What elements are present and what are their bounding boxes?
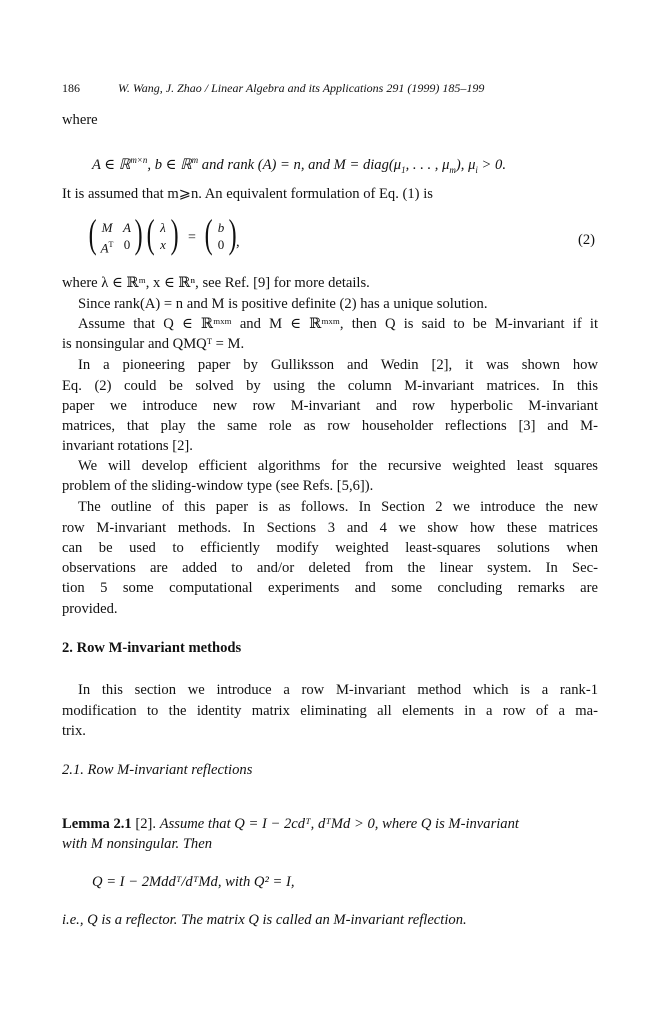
running-head: W. Wang, J. Zhao / Linear Algebra and its Applications 291 (1999) 185–199 xyxy=(118,81,485,95)
right-paren: ) xyxy=(170,211,179,256)
lemma-equation: Q = I − 2Mddᵀ/dᵀMd, with Q² = I, xyxy=(92,874,295,890)
matrix-cell: A xyxy=(123,220,131,235)
vector-cell: x xyxy=(160,237,166,252)
text-line: tion 5 some computational experiments and some concluding remarks are xyxy=(62,580,598,596)
text-line: provided. xyxy=(62,601,118,617)
text-line: can be used to efficiently modify weighted least-squares solutions when xyxy=(62,540,598,556)
matrix-cell: $A^T$ xyxy=(100,240,114,256)
comma: , xyxy=(236,234,240,250)
lemma-line-2: with M nonsingular. Then xyxy=(62,836,213,852)
text-line: We will develop efficient algorithms for the recursive weighted least squares xyxy=(78,458,598,474)
section-heading: 2. Row M-invariant methods xyxy=(62,640,242,656)
text-line: modification to the identity matrix eliminating all elements in a row of a ma- xyxy=(62,703,598,719)
vector-block xyxy=(146,211,180,258)
text-line: matrices, that play the same role as row householder reflections [3] and M- xyxy=(62,418,598,434)
lemma-line-1 xyxy=(62,814,519,834)
page-number: 186 xyxy=(62,81,80,95)
equals-sign: = xyxy=(188,230,196,245)
text-line: The outline of this paper is as follows. In Section 2 we introduce the new xyxy=(78,499,598,515)
lemma-ref: [2]. xyxy=(131,816,160,832)
text-line: where λ ∈ ℝᵐ, x ∈ ℝⁿ, see Ref. [9] for more details. xyxy=(62,275,370,291)
text-line: invariant rotations [2]. xyxy=(62,438,193,454)
text-line: problem of the sliding-window type (see Refs. [5,6]). xyxy=(62,478,374,494)
text-line: row M-invariant methods. In Sections 3 and 4 we show how these matrices xyxy=(62,520,598,536)
lemma-text: Assume that Q = I − 2cdᵀ, dᵀMd > 0, where Q is M-invariant xyxy=(159,816,519,832)
rhs-cell: 0 xyxy=(217,237,225,252)
subsection-heading: 2.1. Row M-invariant reflections xyxy=(62,762,253,778)
matrix-cell: M xyxy=(101,220,113,235)
matrix-cell: 0 xyxy=(123,237,131,252)
left-paren: ( xyxy=(146,211,155,256)
rhs-block xyxy=(204,211,238,258)
paragraph-where: where xyxy=(62,112,98,128)
right-paren: ) xyxy=(228,211,237,256)
equation-1: A ∈ ℝ$^{m\times n}$, b ∈ ℝ$^m$ and rank (A) = n, and $M = diag(\mu_1$, . . . , $\mu_m$), $\mu_i > 0$. xyxy=(92,155,506,175)
vector-cell: λ xyxy=(160,220,166,235)
lemma-label: Lemma 2.1 xyxy=(62,816,132,832)
text-line: In this section we introduce a row M-invariant method which is a rank-1 xyxy=(78,682,598,698)
paragraph-assumed: It is assumed that m⩾n. An equivalent formulation of Eq. (1) is xyxy=(62,186,433,202)
text-line: paper we introduce new row M-invariant and row hyperbolic M-invariant xyxy=(62,398,598,414)
text-line: In a pioneering paper by Gulliksson and Wedin [2], it was shown how xyxy=(78,357,598,373)
left-paren: ( xyxy=(88,211,97,256)
text-line: observations are added to and/or deleted from the linear system. In Sec- xyxy=(62,560,598,576)
text-line: Eq. (2) could be solved by using the column M-invariant matrices. In this xyxy=(62,378,598,394)
left-paren: ( xyxy=(204,211,213,256)
text-line: Assume that Q ∈ ℝᵐˣᵐ and M ∈ ℝᵐˣᵐ, then Q is said to be M-invariant if it xyxy=(78,316,598,332)
lemma-conclusion: i.e., Q is a reflector. The matrix Q is called an M-invariant reflection. xyxy=(62,912,467,928)
right-paren: ) xyxy=(134,211,143,256)
text-line: is nonsingular and QMQᵀ = M. xyxy=(62,336,245,352)
rhs-cell: b xyxy=(217,220,225,235)
text-line: trix. xyxy=(62,723,86,739)
matrix-block xyxy=(88,211,148,258)
equation-number: (2) xyxy=(578,232,596,248)
text-line: Since rank(A) = n and M is positive definite (2) has a unique solution. xyxy=(78,296,488,312)
